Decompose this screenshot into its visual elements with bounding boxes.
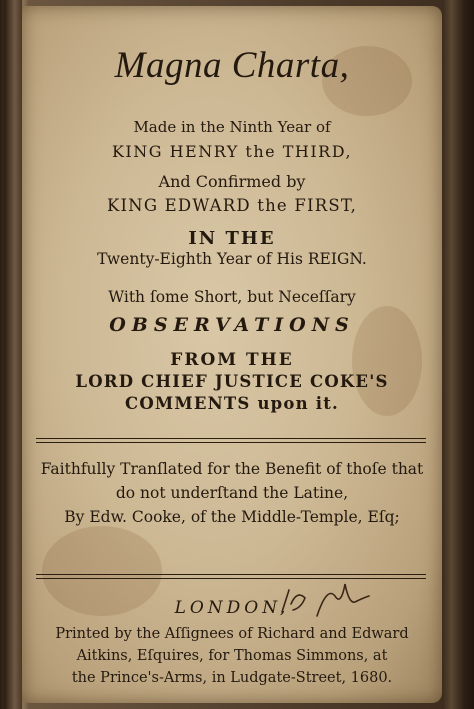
divider-rule	[36, 438, 426, 439]
text-line: the Prince's-Arms, in Ludgate-Street, 1680.	[71, 670, 393, 686]
text-line: LORD CHIEF JUSTICE COKE'S	[75, 372, 389, 391]
text-line: KING EDWARD the FIRST,	[106, 196, 358, 215]
right-page-edge	[442, 0, 474, 709]
text-line: Printed by the Aſſignees of Richard and Edward	[55, 626, 409, 642]
text-line: OBSERVATIONS	[109, 314, 355, 336]
left-page-edge	[4, 0, 22, 709]
text-line: Aitkins, Eſquires, for Thomas Simmons, at	[76, 648, 388, 664]
text-line: And Confirmed by	[158, 172, 306, 191]
text-line: KING HENRY the THIRD,	[111, 142, 353, 161]
text-line: do not underſtand the Latine,	[115, 484, 349, 502]
text-line: By Edw. Cooke, of the Middle-Temple, Eſq;	[64, 508, 400, 526]
imprint-city: LONDON,	[174, 598, 290, 618]
text-line: Made in the Ninth Year of	[133, 118, 331, 136]
divider-rule	[36, 442, 426, 443]
text-line: Twenty-Eighth Year of His REIGN.	[97, 250, 367, 268]
divider-rule	[36, 578, 426, 579]
page-title: Magna Charta,	[114, 45, 350, 86]
text-line: FROM THE	[170, 350, 294, 370]
text-line: With ſome Short, but Neceſſary	[108, 288, 356, 306]
title-page-text	[22, 0, 442, 709]
text-line: COMMENTS upon it.	[125, 394, 339, 413]
divider-rule	[36, 574, 426, 575]
handwritten-annotation	[277, 582, 387, 622]
text-line: IN THE	[188, 228, 276, 249]
text-line: Faithfully Tranſlated for the Benefit of thoſe that	[40, 460, 424, 478]
